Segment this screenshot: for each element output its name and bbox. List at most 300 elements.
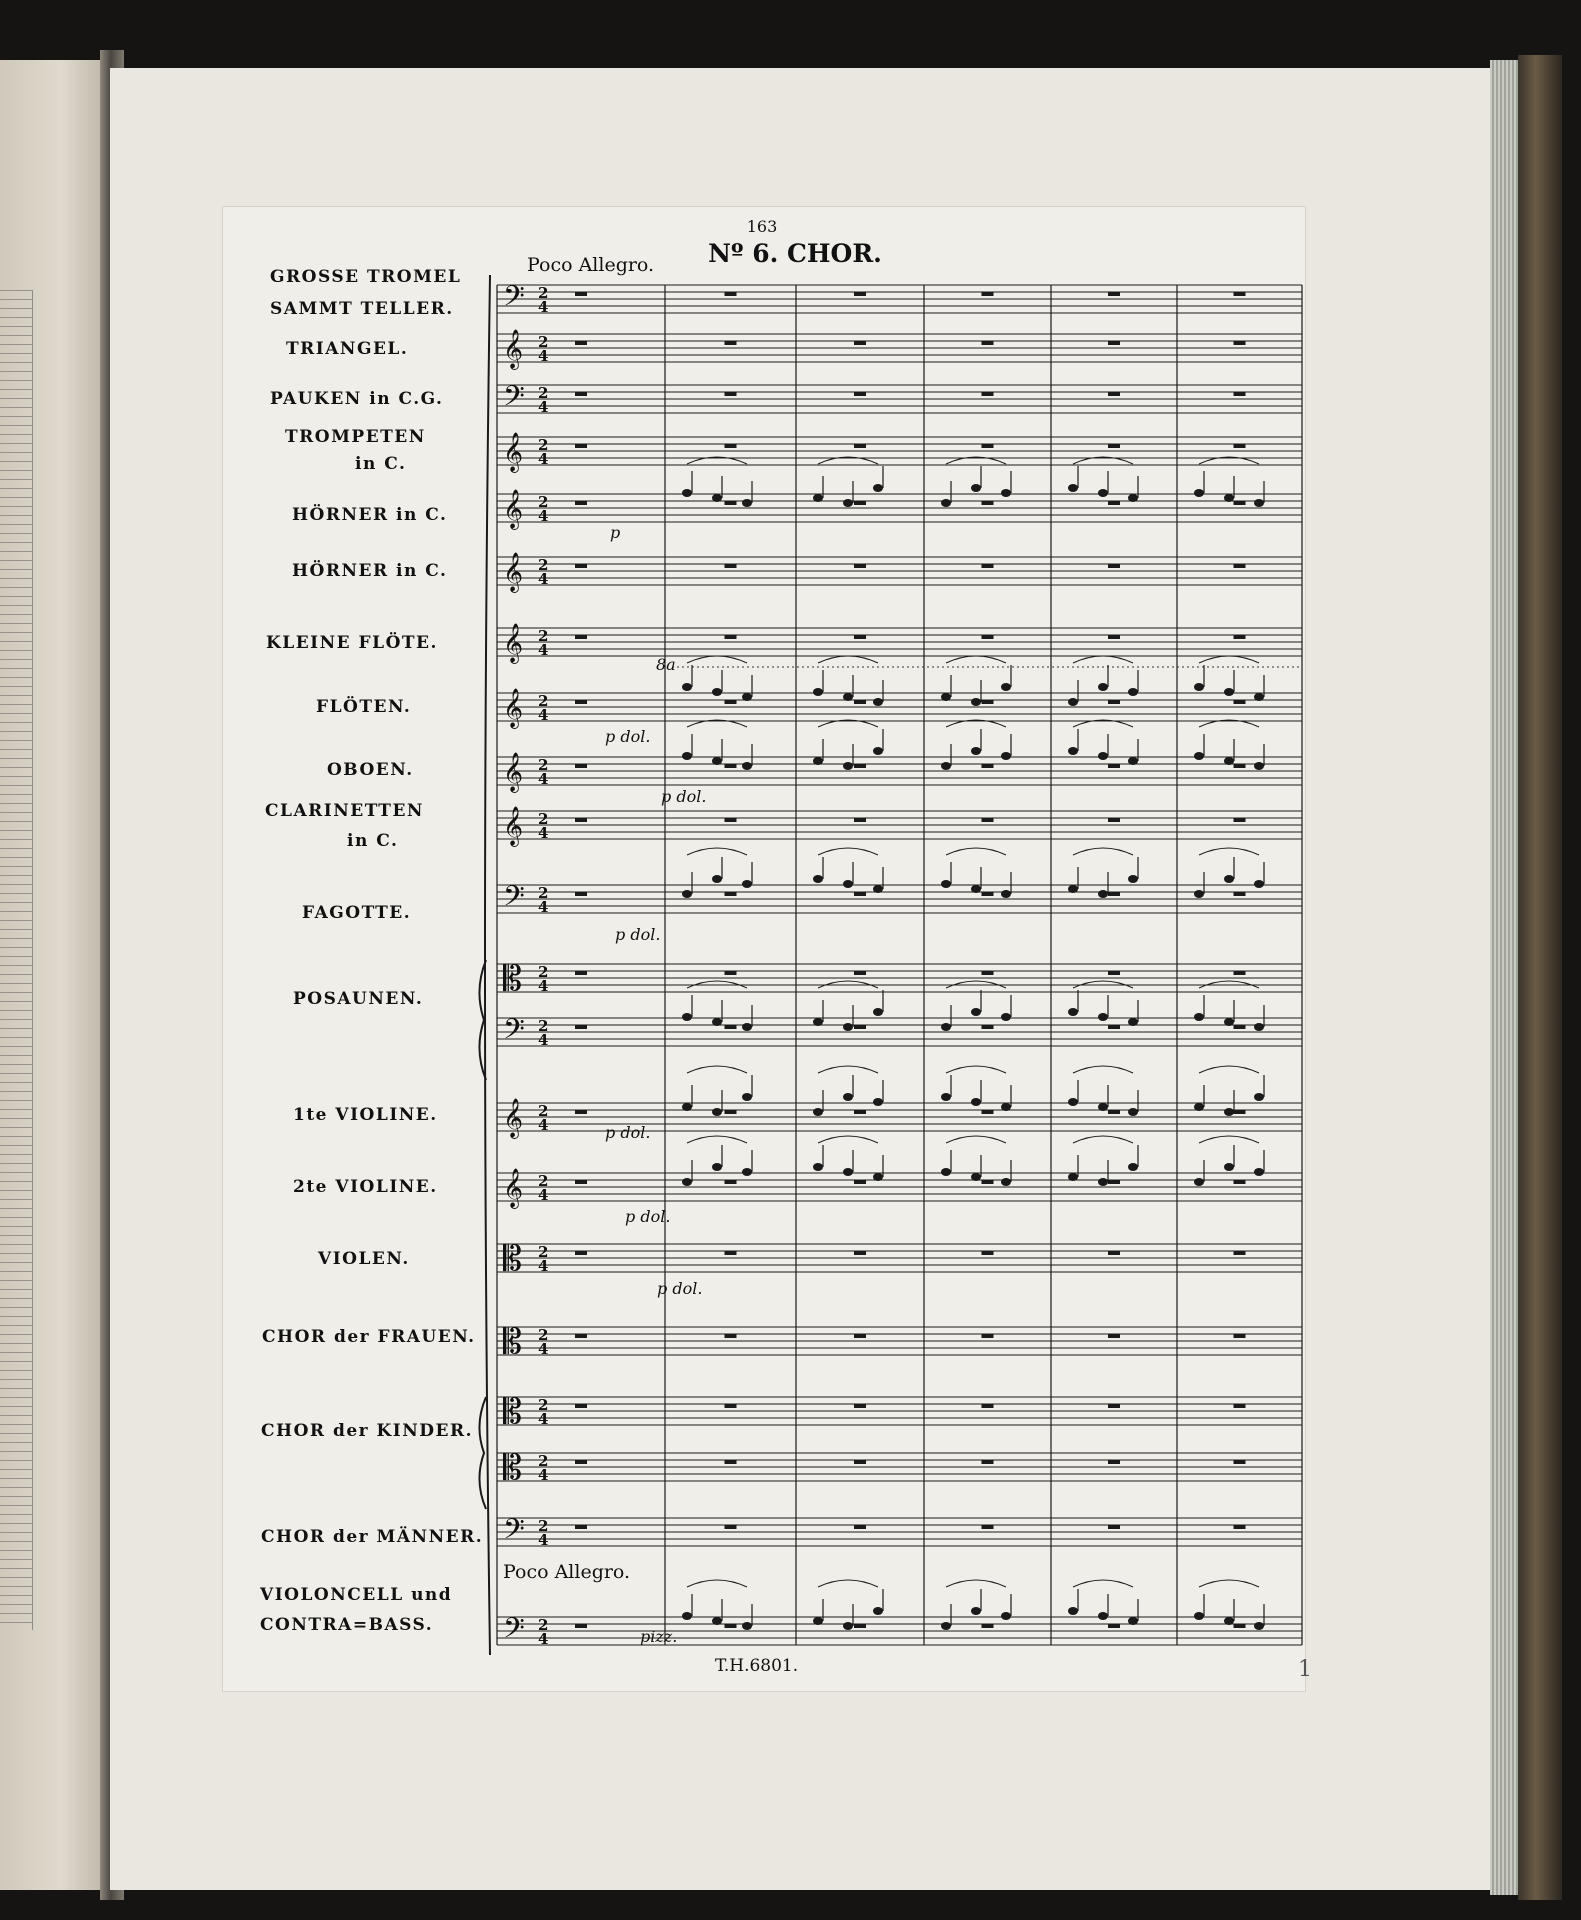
- measure-rest: [854, 818, 866, 822]
- note-head: [1254, 1093, 1264, 1101]
- time-signature: 2: [538, 493, 549, 511]
- note-head: [1068, 1008, 1078, 1016]
- measure-rest: [982, 635, 994, 639]
- note-head: [1254, 693, 1264, 701]
- note-head: [682, 752, 692, 760]
- measure-rest: [982, 1025, 994, 1029]
- note-head: [873, 1098, 883, 1106]
- note-head: [1128, 1108, 1138, 1116]
- clef-symbol: 𝄞: [503, 329, 524, 369]
- clef-symbol: 𝄞: [503, 806, 524, 846]
- note-head: [682, 890, 692, 898]
- note-head: [742, 1023, 752, 1031]
- time-signature: 2: [538, 1452, 549, 1470]
- measure-rest: [854, 1404, 866, 1408]
- measure-rest: [1234, 564, 1246, 568]
- note-head: [873, 885, 883, 893]
- slur: [1073, 1580, 1133, 1587]
- measure-rest: [1234, 1251, 1246, 1255]
- note-head: [813, 688, 823, 696]
- measure-rest: [1108, 1404, 1120, 1408]
- slur: [1199, 656, 1259, 663]
- time-signature: 2: [538, 1326, 549, 1344]
- note-head: [971, 1098, 981, 1106]
- measure-rest: [725, 1251, 737, 1255]
- note-head: [1001, 1612, 1011, 1620]
- note-head: [1068, 747, 1078, 755]
- slur: [687, 1136, 747, 1143]
- measure-rest: [725, 501, 737, 505]
- note-head: [813, 494, 823, 502]
- slur: [687, 848, 747, 855]
- note-head: [843, 693, 853, 701]
- measure-rest: [982, 292, 994, 296]
- clef-symbol: 𝄢: [503, 380, 525, 420]
- dynamic-flutes: p dol.: [605, 727, 651, 746]
- time-signature: 2: [538, 1102, 549, 1120]
- time-signature: 4: [538, 570, 549, 588]
- time-signature: 4: [538, 1116, 549, 1134]
- note-head: [1128, 1163, 1138, 1171]
- note-head: [941, 499, 951, 507]
- measure-rest: [982, 764, 994, 768]
- note-head: [1224, 1018, 1234, 1026]
- measure-rest: [725, 292, 737, 296]
- note-head: [682, 1013, 692, 1021]
- label-kleine-floete: KLEINE FLÖTE.: [266, 633, 438, 653]
- note-head: [1001, 1013, 1011, 1021]
- time-signature: 4: [538, 347, 549, 365]
- note-head: [1001, 489, 1011, 497]
- clef-symbol: 𝄞: [503, 1098, 524, 1138]
- note-head: [712, 757, 722, 765]
- measure-rest: [982, 818, 994, 822]
- note-head: [843, 499, 853, 507]
- measure-rest: [725, 971, 737, 975]
- note-head: [1001, 1103, 1011, 1111]
- measure-rest: [854, 1525, 866, 1529]
- note-head: [712, 688, 722, 696]
- measure-rest: [725, 1404, 737, 1408]
- staff-lines: [497, 285, 1302, 1645]
- note-head: [813, 1018, 823, 1026]
- note-head: [742, 1622, 752, 1630]
- clef-symbol: 𝄢: [503, 1612, 525, 1652]
- measure-rest: [575, 635, 587, 639]
- measure-rest: [575, 700, 587, 704]
- slur: [946, 656, 1006, 663]
- note-head: [1098, 752, 1108, 760]
- note-head: [971, 747, 981, 755]
- measure-rest: [1234, 341, 1246, 345]
- note-head: [1128, 875, 1138, 883]
- label-violoncell: VIOLONCELL und: [260, 1585, 453, 1605]
- slur: [946, 1580, 1006, 1587]
- note-head: [1001, 890, 1011, 898]
- measure-rest: [982, 1460, 994, 1464]
- measure-rest: [725, 1025, 737, 1029]
- measure-rest: [982, 892, 994, 896]
- measure-rest: [1108, 341, 1120, 345]
- clef-symbol: 𝄡: [503, 1322, 522, 1362]
- note-head: [813, 1108, 823, 1116]
- measure-rest: [575, 1025, 587, 1029]
- time-signature: 2: [538, 1017, 549, 1035]
- slur: [946, 1066, 1006, 1073]
- measure-rest: [575, 444, 587, 448]
- measure-rest: [854, 501, 866, 505]
- measure-rest: [575, 1110, 587, 1114]
- note-head: [1098, 890, 1108, 898]
- note-head: [712, 875, 722, 883]
- measure-rest: [1108, 1110, 1120, 1114]
- label-violine-1: 1te VIOLINE.: [293, 1105, 438, 1125]
- clef-symbol: 𝄡: [503, 1448, 522, 1488]
- time-signature: 4: [538, 1186, 549, 1204]
- time-signature: 4: [538, 898, 549, 916]
- measure-rest: [725, 564, 737, 568]
- time-signature: 4: [538, 1630, 549, 1648]
- note-head: [1068, 1607, 1078, 1615]
- time-signature: 2: [538, 884, 549, 902]
- note-head: [1098, 1103, 1108, 1111]
- measure-rest: [1108, 892, 1120, 896]
- measure-rest: [1234, 1624, 1246, 1628]
- note-head: [1068, 885, 1078, 893]
- time-signature: 2: [538, 384, 549, 402]
- page-number: 163: [746, 217, 778, 236]
- slur: [1199, 1066, 1259, 1073]
- measure-rest: [575, 564, 587, 568]
- measure-rest: [854, 1460, 866, 1464]
- measure-rest: [575, 392, 587, 396]
- note-head: [1098, 489, 1108, 497]
- label-violine-2: 2te VIOLINE.: [293, 1177, 438, 1197]
- piece-title: Nº 6. CHOR.: [708, 239, 882, 268]
- measure-rest: [854, 892, 866, 896]
- time-signature: 2: [538, 1616, 549, 1634]
- clef-symbol: 𝄞: [503, 489, 524, 529]
- measure-rest: [982, 1334, 994, 1338]
- measure-rest: [982, 501, 994, 505]
- measure-rest: [1234, 892, 1246, 896]
- time-signature: 4: [538, 770, 549, 788]
- time-signature: 4: [538, 1410, 549, 1428]
- note-head: [971, 885, 981, 893]
- barlines: [479, 275, 1302, 1655]
- note-head: [682, 683, 692, 691]
- clef-symbol: 𝄡: [503, 959, 522, 999]
- note-head: [1254, 1023, 1264, 1031]
- measure-rest: [854, 635, 866, 639]
- time-signature: 4: [538, 507, 549, 525]
- dynamic-violin1: p dol.: [605, 1123, 651, 1142]
- measure-rest: [575, 971, 587, 975]
- measure-rest: [1234, 971, 1246, 975]
- time-signature: 2: [538, 436, 549, 454]
- measure-rest: [725, 1334, 737, 1338]
- measure-rest: [575, 1251, 587, 1255]
- clef-symbol: 𝄞: [503, 432, 524, 472]
- note-head: [843, 1023, 853, 1031]
- note-head: [1254, 499, 1264, 507]
- note-head: [742, 1093, 752, 1101]
- system-bracket: [485, 275, 490, 1655]
- slur: [1073, 1136, 1133, 1143]
- note-head: [742, 762, 752, 770]
- note-head: [1194, 1178, 1204, 1186]
- note-head: [1068, 698, 1078, 706]
- measure-rest: [1234, 292, 1246, 296]
- note-head: [1194, 1612, 1204, 1620]
- measure-rest: [854, 764, 866, 768]
- dynamic-cello-pizz: pizz.: [640, 1627, 678, 1646]
- note-head: [742, 1168, 752, 1176]
- measure-rest: [575, 818, 587, 822]
- time-signature: 2: [538, 333, 549, 351]
- note-head: [1224, 1617, 1234, 1625]
- time-signature: 4: [538, 298, 549, 316]
- note-head: [873, 698, 883, 706]
- measure-rest: [982, 392, 994, 396]
- note-head: [971, 1173, 981, 1181]
- measure-rest: [1108, 1624, 1120, 1628]
- measure-rest: [1108, 564, 1120, 568]
- time-signature: 2: [538, 556, 549, 574]
- time-signature: 2: [538, 756, 549, 774]
- time-signature: 2: [538, 810, 549, 828]
- clef-symbol: 𝄡: [503, 1239, 522, 1279]
- note-head: [1254, 880, 1264, 888]
- note-head: [1194, 1103, 1204, 1111]
- note-head: [843, 1622, 853, 1630]
- note-head: [873, 1008, 883, 1016]
- kinder-brace: [479, 1397, 486, 1509]
- measure-rest: [1108, 700, 1120, 704]
- note-head: [1128, 757, 1138, 765]
- measure-rests: [575, 292, 1246, 1628]
- measure-rest: [982, 444, 994, 448]
- note-head: [1194, 489, 1204, 497]
- measure-rest: [1234, 501, 1246, 505]
- note-head: [1224, 1108, 1234, 1116]
- measure-rest: [575, 292, 587, 296]
- measure-rest: [575, 764, 587, 768]
- measure-rest: [725, 392, 737, 396]
- note-head: [742, 499, 752, 507]
- plate-number: T.H.6801.: [715, 1656, 799, 1676]
- clef-symbol: 𝄢: [503, 880, 525, 920]
- measure-rest: [854, 700, 866, 704]
- label-contra-bass: CONTRA=BASS.: [260, 1615, 434, 1635]
- measure-rest: [725, 341, 737, 345]
- measure-rest: [854, 1251, 866, 1255]
- measure-rest: [1234, 818, 1246, 822]
- label-hoerner-1: HÖRNER in C.: [292, 505, 448, 525]
- clef-symbol: 𝄞: [503, 623, 524, 663]
- note-head: [843, 762, 853, 770]
- label-chor-frauen: CHOR der FRAUEN.: [262, 1327, 476, 1347]
- dynamic-oboes: p dol.: [661, 787, 707, 806]
- measure-rest: [1108, 1025, 1120, 1029]
- dynamic-bassoons: p dol.: [615, 925, 661, 944]
- time-signature: 2: [538, 963, 549, 981]
- measure-rest: [982, 1180, 994, 1184]
- slur: [818, 1580, 878, 1587]
- measure-rest: [1234, 1180, 1246, 1184]
- time-signature: 4: [538, 1466, 549, 1484]
- ottava-mark: 8a: [656, 655, 676, 674]
- note-head: [873, 1607, 883, 1615]
- measure-rest: [1234, 1110, 1246, 1114]
- note-head: [712, 494, 722, 502]
- clef-symbol: 𝄞: [503, 552, 524, 592]
- measure-rest: [982, 1525, 994, 1529]
- measure-rest: [1108, 971, 1120, 975]
- note-head: [843, 880, 853, 888]
- label-pauken: PAUKEN in C.G.: [270, 389, 444, 409]
- time-signature: 2: [538, 284, 549, 302]
- measure-rest: [575, 501, 587, 505]
- measure-rest: [725, 818, 737, 822]
- note-head: [742, 693, 752, 701]
- dynamic-horns: p: [610, 523, 621, 542]
- measure-rest: [1108, 1460, 1120, 1464]
- note-head: [941, 693, 951, 701]
- clefs: [503, 280, 548, 1652]
- measure-rest: [725, 764, 737, 768]
- measure-rest: [982, 1404, 994, 1408]
- note-head: [971, 1008, 981, 1016]
- slur: [687, 1580, 747, 1587]
- measure-rest: [1108, 818, 1120, 822]
- label-chor-maenner: CHOR der MÄNNER.: [261, 1527, 484, 1547]
- note-head: [1194, 683, 1204, 691]
- note-head: [1128, 494, 1138, 502]
- measure-rest: [1108, 1180, 1120, 1184]
- clef-symbol: 𝄞: [503, 688, 524, 728]
- slur: [818, 656, 878, 663]
- slur: [818, 1066, 878, 1073]
- time-signature: 2: [538, 627, 549, 645]
- note-head: [813, 875, 823, 883]
- measure-rest: [854, 1110, 866, 1114]
- time-signature: 2: [538, 692, 549, 710]
- note-head: [971, 484, 981, 492]
- label-sammt-teller: SAMMT TELLER.: [270, 299, 454, 319]
- measure-rest: [854, 341, 866, 345]
- measure-rest: [1234, 444, 1246, 448]
- measure-rest: [854, 1180, 866, 1184]
- slur: [946, 848, 1006, 855]
- slur: [946, 1136, 1006, 1143]
- note-head: [941, 762, 951, 770]
- tempo-marking-bottom: Poco Allegro.: [503, 1561, 631, 1583]
- time-signature: 2: [538, 1172, 549, 1190]
- label-violen: VIOLEN.: [318, 1249, 410, 1269]
- measure-rest: [725, 700, 737, 704]
- measure-rest: [854, 444, 866, 448]
- measure-rest: [575, 1334, 587, 1338]
- measure-rest: [1234, 392, 1246, 396]
- measure-rest: [982, 1624, 994, 1628]
- time-signature: 4: [538, 450, 549, 468]
- measure-rest: [1234, 1334, 1246, 1338]
- note-head: [682, 1612, 692, 1620]
- clef-symbol: 𝄢: [503, 1513, 525, 1553]
- measure-rest: [1234, 764, 1246, 768]
- note-head: [1224, 1163, 1234, 1171]
- note-head: [1224, 757, 1234, 765]
- label-fagotte: FAGOTTE.: [302, 903, 412, 923]
- note-head: [813, 1617, 823, 1625]
- measure-rest: [854, 1025, 866, 1029]
- note-head: [712, 1108, 722, 1116]
- measure-rest: [1108, 1251, 1120, 1255]
- label-oboen: OBOEN.: [327, 760, 414, 780]
- time-signature: 4: [538, 1531, 549, 1549]
- note-head: [873, 1173, 883, 1181]
- note-head: [682, 489, 692, 497]
- note-head: [1254, 762, 1264, 770]
- note-head: [1194, 752, 1204, 760]
- label-trompeten-key: in C.: [355, 454, 407, 474]
- note-head: [712, 1163, 722, 1171]
- slur: [687, 1066, 747, 1073]
- measure-rest: [1234, 1404, 1246, 1408]
- slur: [1073, 656, 1133, 663]
- clef-symbol: 𝄢: [503, 280, 525, 320]
- measure-rest: [725, 1460, 737, 1464]
- note-head: [1224, 494, 1234, 502]
- measure-rest: [575, 1525, 587, 1529]
- note-head: [1098, 1013, 1108, 1021]
- note-head: [682, 1178, 692, 1186]
- measure-rest: [725, 892, 737, 896]
- measure-rest: [725, 1180, 737, 1184]
- measure-rest: [854, 392, 866, 396]
- label-floeten: FLÖTEN.: [316, 697, 412, 717]
- dynamic-violas: p dol.: [657, 1279, 703, 1298]
- measure-rest: [575, 1460, 587, 1464]
- measure-rest: [575, 1404, 587, 1408]
- slur: [818, 1136, 878, 1143]
- measure-rest: [982, 1251, 994, 1255]
- time-signature: 2: [538, 1243, 549, 1261]
- measure-rest: [982, 700, 994, 704]
- measure-rest: [1108, 501, 1120, 505]
- tempo-marking-top: Poco Allegro.: [527, 254, 655, 276]
- note-head: [712, 1018, 722, 1026]
- slur: [1199, 848, 1259, 855]
- measure-rest: [1108, 1525, 1120, 1529]
- label-clarinetten-key: in C.: [347, 831, 399, 851]
- slur: [818, 848, 878, 855]
- time-signature: 4: [538, 1031, 549, 1049]
- note-head: [1068, 484, 1078, 492]
- note-head: [1128, 688, 1138, 696]
- measure-rest: [854, 1334, 866, 1338]
- measure-rest: [854, 1624, 866, 1628]
- note-head: [1098, 1612, 1108, 1620]
- note-head: [873, 484, 883, 492]
- note-head: [941, 1622, 951, 1630]
- measure-rest: [575, 892, 587, 896]
- note-head: [1224, 875, 1234, 883]
- note-head: [873, 747, 883, 755]
- note-head: [742, 880, 752, 888]
- slur: [1073, 1066, 1133, 1073]
